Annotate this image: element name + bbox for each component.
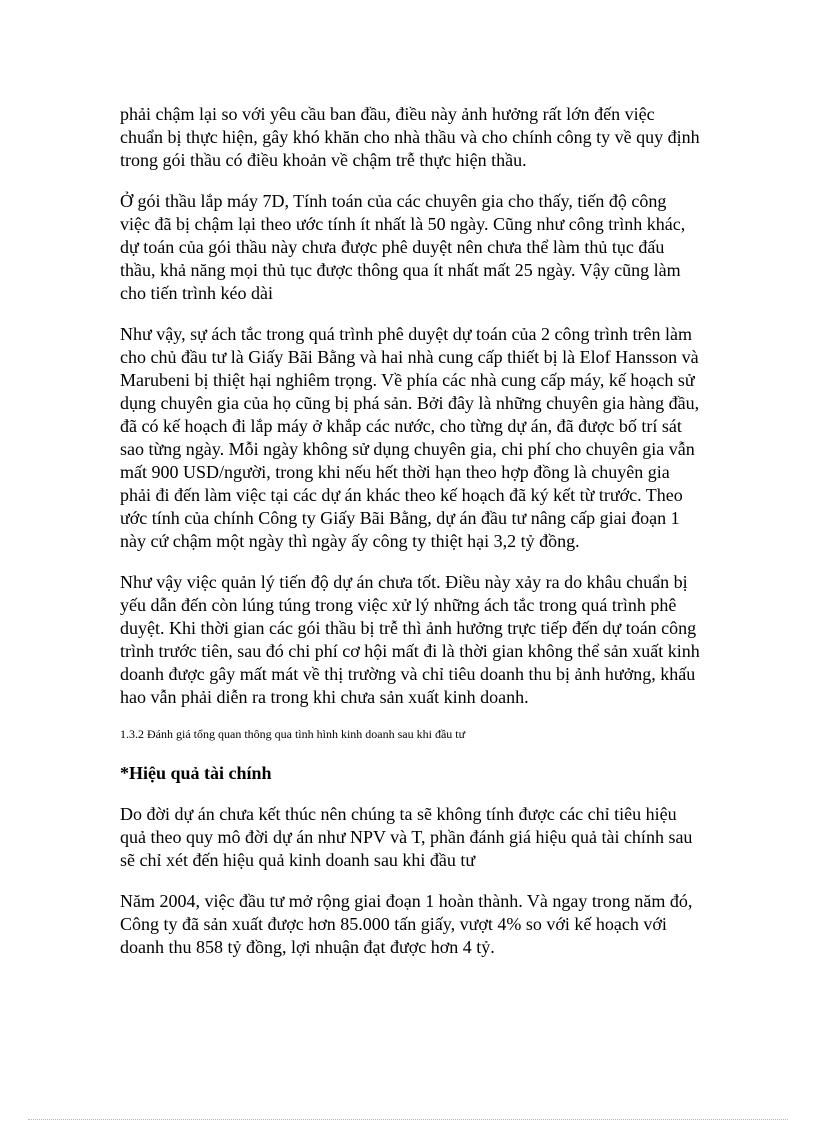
paragraph: Như vậy việc quản lý tiến độ dự án chưa tốt. Điều này xảy ra do khâu chuẩn bị yếu dẫn đến còn lúng túng trong việc xử lý những ách tắc trong quá trình phê duyệt. Khi thời gian các gói thầu bị trễ thì ảnh hưởng trực tiếp đến dự toán công trình trước tiên, sau đó chi phí cơ hội mất đi là thời gian không thể sản xuất kinh doanh được gây mất mát về thị trường và chỉ tiêu doanh thu bị ảnh hưởng, khấu hao vẫn phải diễn ra trong khi chưa sản xuất kinh doanh.: [120, 572, 700, 707]
section-heading: 1.3.2 Đánh giá tổng quan thông qua tình hình kinh doanh sau khi đầu tư: [120, 727, 466, 741]
paragraph: Do đời dự án chưa kết thúc nên chúng ta sẽ không tính được các chỉ tiêu hiệu quả theo quy mô đời dự án như NPV và T, phần đánh giá hiệu quả tài chính sau sẽ chỉ xét đến hiệu quả kinh doanh sau khi đầu tư: [120, 804, 693, 870]
paragraph: Năm 2004, việc đầu tư mở rộng giai đoạn 1 hoàn thành. Và ngay trong năm đó, Công ty đã sản xuất được hơn 85.000 tấn giấy, vượt 4% so với kế hoạch với doanh thu 858 tỷ đồng, lợi nhuận đạt được hơn 4 tỷ.: [120, 891, 693, 957]
subheading: *Hiệu quả tài chính: [120, 763, 272, 783]
paragraph: phải chậm lại so với yêu cầu ban đầu, điều này ảnh hưởng rất lớn đến việc chuẩn bị thực hiện, gây khó khăn cho nhà thầu và cho chính công ty về quy định trong gói thầu có điều khoản về chậm trễ thực hiện thầu.: [120, 104, 700, 170]
paragraph: Như vậy, sự ách tắc trong quá trình phê duyệt dự toán của 2 công trình trên làm cho chủ đầu tư là Giấy Bãi Bằng và hai nhà cung cấp thiết bị là Elof Hansson và Marubeni bị thiệt hại nghiêm trọng. Về phía các nhà cung cấp máy, kế hoạch sử dụng chuyên gia của họ cũng bị phá sản. Bởi đây là những chuyên gia hàng đầu, đã có kế hoạch đi lắp máy ở khắp các nước, cho từng dự án, đã được bố trí sát sao từng ngày. Mỗi ngày không sử dụng chuyên gia, chi phí cho chuyên gia vẫn mất 900 USD/người, trong khi nếu hết thời hạn theo hợp đồng là chuyên gia phải đi đến làm việc tại các dự án khác theo kế hoạch đã ký kết từ trước. Theo ước tính của chính Công ty Giấy Bãi Bằng, dự án đầu tư nâng cấp giai đoạn 1 này cứ chậm một ngày thì ngày ấy công ty thiệt hại 3,2 tỷ đồng.: [120, 324, 700, 551]
paragraph: Ở gói thầu lắp máy 7D, Tính toán của các chuyên gia cho thấy, tiến độ công việc đã bị chậm lại theo ước tính ít nhất là 50 ngày. Cũng như công trình khác, dự toán của gói thầu này chưa được phê duyệt nên chưa thể làm thủ tục đấu thầu, khả năng mọi thủ tục được thông qua ít nhất mất 25 ngày. Vậy cũng làm cho tiến trình kéo dài: [120, 191, 686, 303]
page-bottom-divider: [28, 1119, 788, 1120]
document-body: [120, 103, 700, 977]
